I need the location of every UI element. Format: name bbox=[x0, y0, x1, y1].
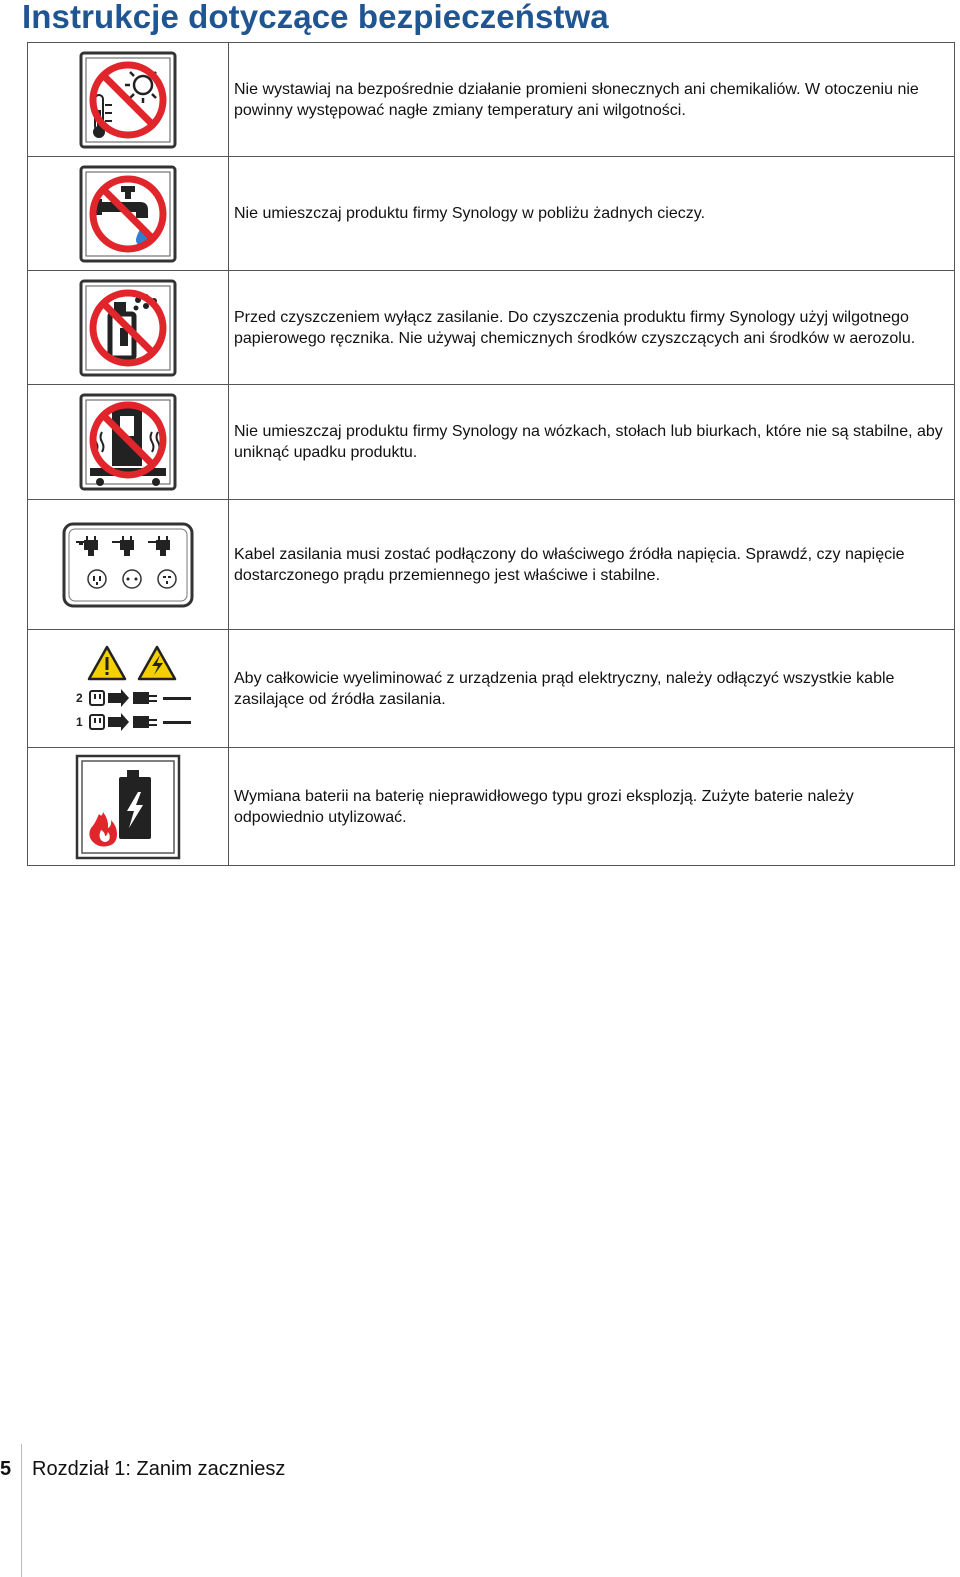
table-row bbox=[28, 748, 955, 866]
table-row bbox=[28, 500, 955, 630]
no-unstable-surface-icon bbox=[78, 392, 178, 492]
table-row bbox=[28, 157, 955, 271]
table-row bbox=[28, 630, 955, 748]
instruction-text: Nie wystawiaj na bezpośrednie działanie promieni słonecznych ani chemikaliów. W otoczeniu nie powinny występować nagłe zmiany temperatury ani wilgotności. bbox=[229, 43, 955, 157]
instruction-text: Nie umieszczaj produktu firmy Synology w pobliżu żadnych cieczy. bbox=[229, 157, 955, 271]
power-source-plugs-icon bbox=[62, 522, 194, 608]
icon-cell bbox=[28, 630, 229, 748]
page-number: 5 bbox=[0, 1458, 12, 1480]
battery-explosion-icon bbox=[75, 754, 181, 860]
no-spray-cleaning-icon bbox=[78, 278, 178, 378]
instruction-text: Kabel zasilania musi zostać podłączony do właściwego źródła napięcia. Sprawdź, czy napięcie dostarczonego prądu przemiennego jest właściwe i stabilne. bbox=[229, 500, 955, 630]
table-row bbox=[28, 271, 955, 385]
no-sunlight-heat-icon bbox=[78, 50, 178, 150]
icon-cell bbox=[28, 43, 229, 157]
icon-cell bbox=[28, 500, 229, 630]
safety-instructions-table bbox=[27, 42, 955, 866]
icon-cell bbox=[28, 271, 229, 385]
instruction-text: Aby całkowicie wyeliminować z urządzenia prąd elektryczny, należy odłączyć wszystkie kable zasilające od źródła zasilania. bbox=[229, 630, 955, 748]
table-row bbox=[28, 43, 955, 157]
instruction-text: Wymiana baterii na baterię nieprawidłowego typu grozi eksplozją. Zużyte baterie należy odpowiednio utylizować. bbox=[229, 748, 955, 866]
table-row bbox=[28, 385, 955, 500]
no-liquids-icon bbox=[78, 164, 178, 264]
chapter-title: Rozdział 1: Zanim zaczniesz bbox=[32, 1458, 286, 1480]
icon-cell bbox=[28, 385, 229, 500]
footer-divider bbox=[21, 1444, 22, 1577]
instruction-text: Nie umieszczaj produktu firmy Synology na wózkach, stołach lub biurkach, które nie są stabilne, aby uniknąć upadku produktu. bbox=[229, 385, 955, 500]
outlet-number-2: 2 bbox=[76, 690, 83, 705]
unplug-all-cables-icon bbox=[63, 639, 193, 739]
icon-cell bbox=[28, 157, 229, 271]
page-title: Instrukcje dotyczące bezpieczeństwa bbox=[22, 0, 609, 35]
outlet-number-1: 1 bbox=[76, 714, 83, 729]
icon-cell bbox=[28, 748, 229, 866]
instruction-text: Przed czyszczeniem wyłącz zasilanie. Do czyszczenia produktu firmy Synology użyj wilgotnego papierowego ręcznika. Nie używaj chemicznych środków czyszczących ani środków w aerozolu. bbox=[229, 271, 955, 385]
